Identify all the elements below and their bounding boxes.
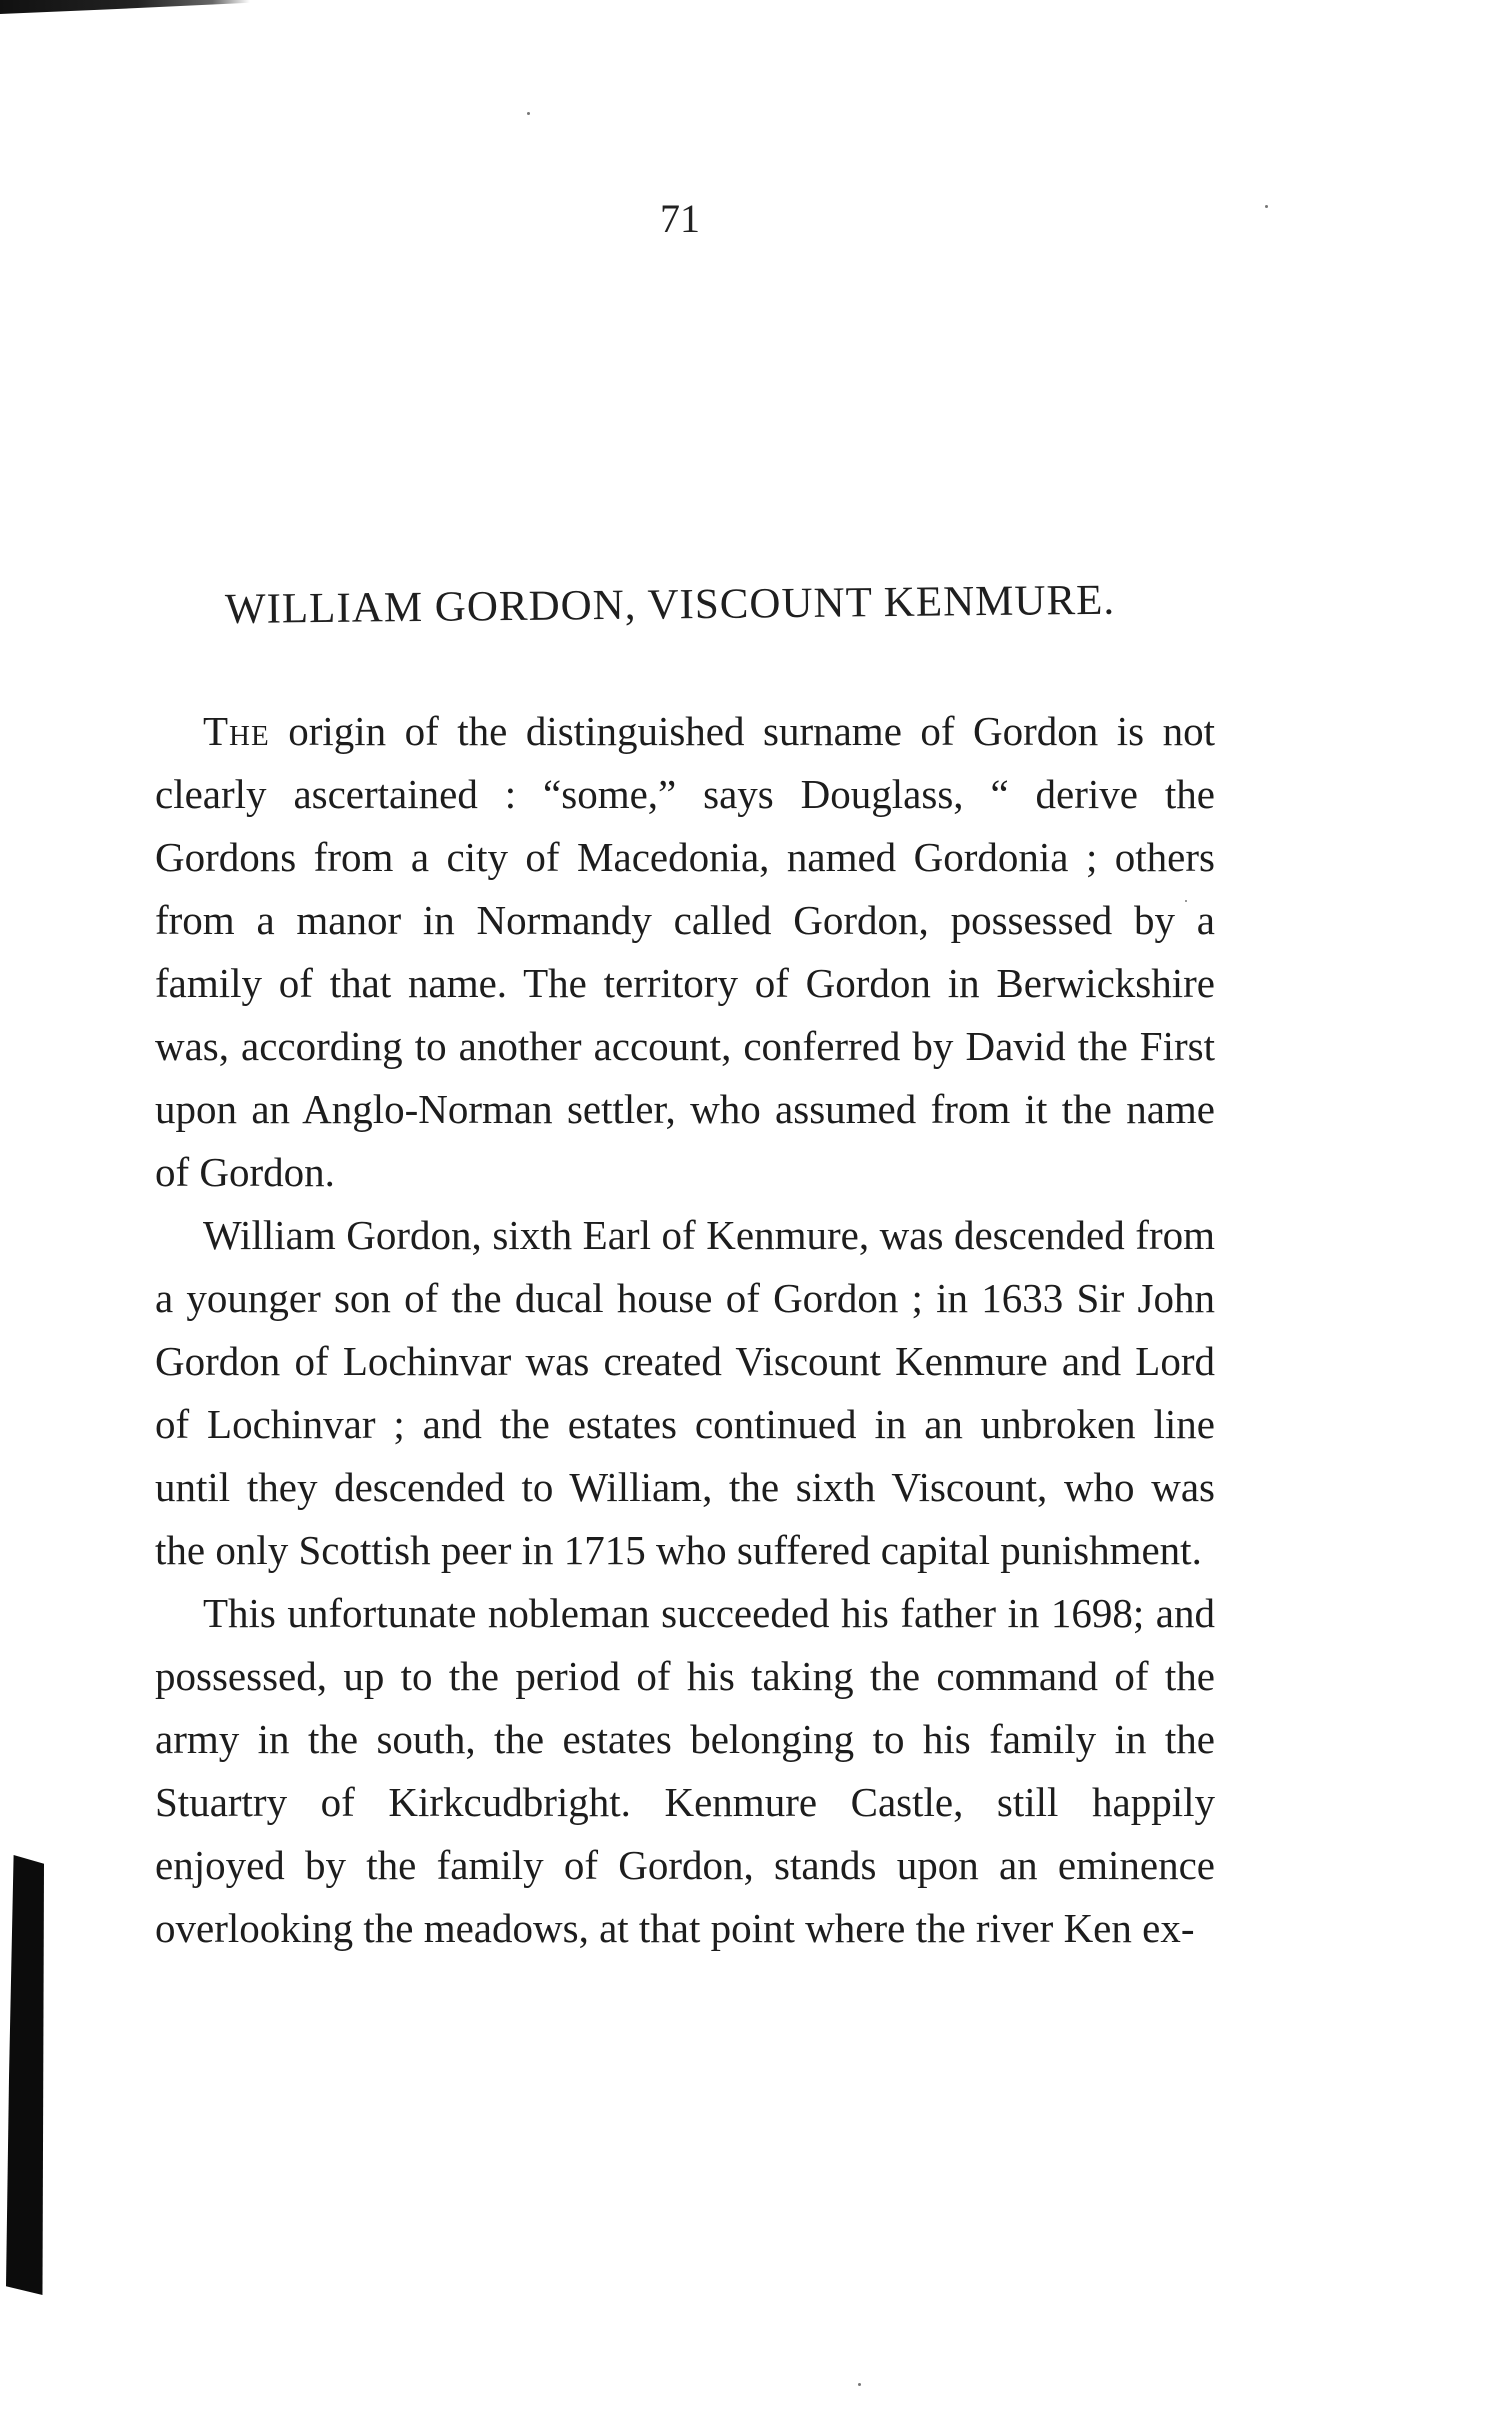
- paragraph-text: origin of the distinguished surname of Gordon is not clearly ascertained : “some,” says Douglass, “ derive the Gordons from a city of Macedonia, named Gordonia ; others from a manor in Normandy called Gordon, possessed by a family of that name. The territory of Gordon in Berwickshire was, according to another account, conferred by David the First upon an Anglo-Norman settler, who assumed from it the name of Gordon.: [155, 708, 1215, 1195]
- scan-speck: [527, 112, 530, 115]
- scan-speck: [858, 2383, 861, 2386]
- page-number: 71: [660, 196, 700, 241]
- paragraph: This unfortunate nobleman succeeded his father in 1698; and possessed, up to the period of his taking the command of the army in the south, the estates belonging to his family in the Stuartry of Kirkcudbright. Kenmure Castle, still happily enjoyed by the family of Gordon, stands upon an eminence overlooking the meadows, at that point where the river Ken ex-: [155, 1590, 1215, 1951]
- paragraph: William Gordon, sixth Earl of Kenmure, was descended from a younger son of the ducal house of Gordon ; in 1633 Sir John Gordon of Lochinvar was created Viscount Kenmure and Lord of Lochinvar ; and the estates continued in an unbroken line until they descended to William, the sixth Viscount, who was the only Scottish peer in 1715 who suffered capital punishment.: [155, 1212, 1215, 1573]
- paragraph-lead-word: The: [203, 708, 270, 754]
- scan-edge-mark: [0, 0, 250, 14]
- body-text: [155, 700, 1215, 1960]
- paragraph: [155, 700, 1215, 1204]
- chapter-title: WILLIAM GORDON, VISCOUNT KENMURE.: [224, 576, 1116, 633]
- scan-binding-shadow: [6, 1855, 44, 2295]
